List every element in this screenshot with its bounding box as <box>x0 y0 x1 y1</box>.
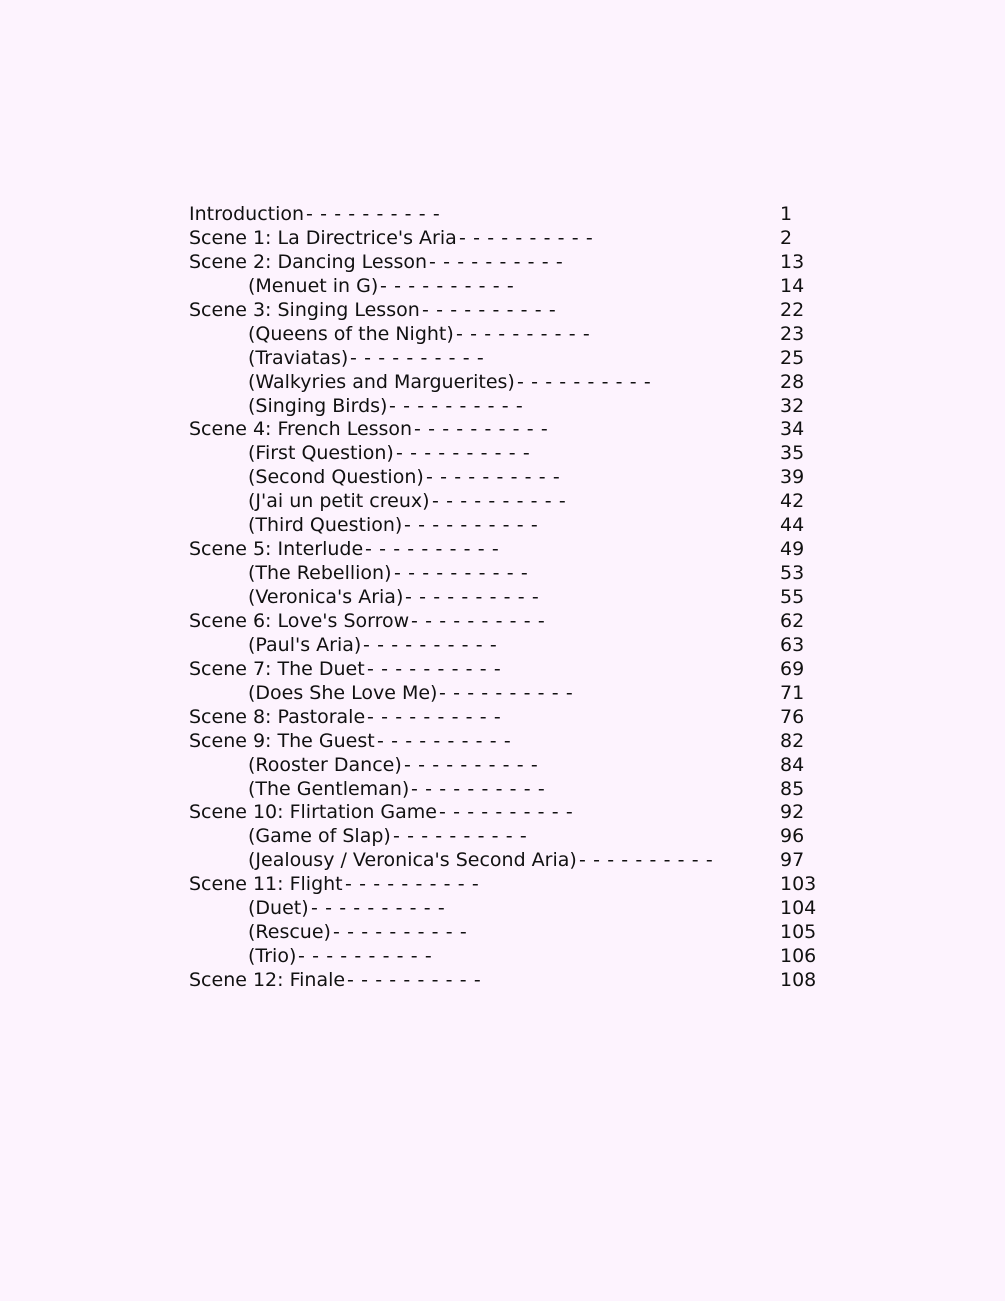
toc-subentry <box>189 562 829 586</box>
toc-subentry <box>189 634 829 658</box>
toc-entry-page-number: 82 <box>780 729 805 752</box>
toc-entry <box>189 801 829 825</box>
toc-subentry <box>189 849 829 873</box>
toc-entry-page-number: 25 <box>780 346 805 369</box>
toc-entry-page-number: 76 <box>780 705 805 728</box>
dot-leader: - - - - - - - - - - <box>365 538 500 561</box>
dot-leader: - - - - - - - - - - <box>367 705 502 728</box>
toc-entry <box>189 610 829 634</box>
toc-entry-title: Scene 9: The Guest <box>189 729 375 752</box>
toc-entry-page-number: 108 <box>780 969 817 991</box>
toc-entry <box>189 418 829 442</box>
dot-leader: - - - - - - - - - - <box>432 490 567 513</box>
toc-entry-page-number: 53 <box>780 562 805 585</box>
toc-entry-page-number: 71 <box>780 681 805 704</box>
toc-entry-title: Scene 7: The Duet <box>189 657 365 680</box>
toc-subentry <box>189 275 829 299</box>
dot-leader: - - - - - - - - - - <box>311 897 446 920</box>
dot-leader: - - - - - - - - - - <box>298 945 433 968</box>
toc-entry-title: (Third Question) <box>248 514 403 537</box>
toc-entry-title: Scene 3: Singing Lesson <box>189 298 420 321</box>
dot-leader: - - - - - - - - - - <box>517 370 652 393</box>
toc-entry-title: (Paul's Aria) <box>248 633 362 656</box>
toc-entry <box>189 969 829 993</box>
toc-subentry <box>189 371 829 395</box>
dot-leader: - - - - - - - - - - <box>411 777 546 800</box>
toc-entry <box>189 203 829 227</box>
toc-entry-page-number: 103 <box>780 873 817 896</box>
toc-entry-page-number: 55 <box>780 586 805 608</box>
toc-subentry <box>189 586 829 610</box>
toc-entry-page-number: 63 <box>780 633 805 656</box>
toc-entry-title: (Rooster Dance) <box>248 753 402 776</box>
toc-entry <box>189 730 829 754</box>
toc-entry-title: (First Question) <box>248 442 394 465</box>
toc-entry-page-number: 96 <box>780 825 805 848</box>
toc-entry-page-number: 104 <box>780 897 817 920</box>
dot-leader: - - - - - - - - - - <box>367 657 502 680</box>
toc-subentry <box>189 825 829 849</box>
toc-subentry <box>189 945 829 969</box>
toc-subentry <box>189 347 829 371</box>
toc-entry-page-number: 2 <box>780 226 793 249</box>
toc-entry-title: Scene 5: Interlude <box>189 538 364 561</box>
dot-leader: - - - - - - - - - - <box>426 466 561 489</box>
toc-entry-title: (The Gentleman) <box>248 777 410 800</box>
toc-entry-page-number: 44 <box>780 514 805 537</box>
toc-entry-page-number: 32 <box>780 394 805 417</box>
toc-entry-page-number: 13 <box>780 250 805 273</box>
dot-leader: - - - - - - - - - - <box>396 442 531 465</box>
dot-leader: - - - - - - - - - - <box>393 825 528 848</box>
toc-entry <box>189 706 829 730</box>
toc-entry-page-number: 97 <box>780 849 805 872</box>
dot-leader: - - - - - - - - - - <box>306 203 441 225</box>
toc-entry-title: (J'ai un petit creux) <box>248 490 430 513</box>
toc-entry-page-number: 23 <box>780 322 805 345</box>
toc-entry-page-number: 14 <box>780 274 805 297</box>
dot-leader: - - - - - - - - - - <box>347 969 482 991</box>
toc-entry-title: Scene 4: French Lesson <box>189 418 413 441</box>
dot-leader: - - - - - - - - - - <box>377 729 512 752</box>
toc-subentry <box>189 897 829 921</box>
toc-entry-page-number: 34 <box>780 418 805 441</box>
dot-leader: - - - - - - - - - - <box>459 226 594 249</box>
toc-entry-title: Scene 1: La Directrice's Aria <box>189 226 457 249</box>
dot-leader: - - - - - - - - - - <box>439 681 574 704</box>
toc-entry-title: Scene 12: Finale <box>189 969 346 991</box>
toc-subentry <box>189 323 829 347</box>
dot-leader: - - - - - - - - - - <box>404 753 539 776</box>
toc-entry-title: (The Rebellion) <box>248 562 392 585</box>
toc-entry-page-number: 39 <box>780 466 805 489</box>
dot-leader: - - - - - - - - - - <box>350 346 485 369</box>
toc-entry-title: Scene 10: Flirtation Game <box>189 801 437 824</box>
dot-leader: - - - - - - - - - - <box>456 322 591 345</box>
toc-entry-title: (Rescue) <box>248 921 331 944</box>
toc-entry <box>189 251 829 275</box>
toc-entry-title: (Traviatas) <box>248 346 349 369</box>
dot-leader: - - - - - - - - - - <box>414 418 549 441</box>
toc-entry-page-number: 85 <box>780 777 805 800</box>
toc-entry-page-number: 84 <box>780 753 805 776</box>
toc-entry-title: (Jealousy / Veronica's Second Aria) <box>248 849 577 872</box>
toc-subentry <box>189 682 829 706</box>
toc-entry-page-number: 105 <box>780 921 817 944</box>
toc-entry <box>189 873 829 897</box>
toc-subentry <box>189 395 829 419</box>
toc-subentry <box>189 490 829 514</box>
toc-subentry <box>189 778 829 802</box>
toc-entry-title: Scene 11: Flight <box>189 873 343 896</box>
toc-entry-title: Scene 8: Pastorale <box>189 705 366 728</box>
toc-entry-title: Introduction <box>189 203 305 225</box>
toc-entry-title: (Menuet in G) <box>248 274 379 297</box>
toc-entry <box>189 538 829 562</box>
dot-leader: - - - - - - - - - - <box>380 274 515 297</box>
toc-entry <box>189 658 829 682</box>
toc-subentry <box>189 921 829 945</box>
toc-entry-title: (Queens of the Night) <box>248 322 454 345</box>
toc-entry <box>189 299 829 323</box>
dot-leader: - - - - - - - - - - <box>579 849 714 872</box>
dot-leader: - - - - - - - - - - <box>405 586 540 608</box>
dot-leader: - - - - - - - - - - <box>439 801 574 824</box>
dot-leader: - - - - - - - - - - <box>429 250 564 273</box>
toc-entry-page-number: 106 <box>780 945 817 968</box>
dot-leader: - - - - - - - - - - <box>333 921 468 944</box>
dot-leader: - - - - - - - - - - <box>422 298 557 321</box>
toc-entry-page-number: 1 <box>780 203 793 225</box>
toc-entry <box>189 227 829 251</box>
dot-leader: - - - - - - - - - - <box>411 609 546 632</box>
dot-leader: - - - - - - - - - - <box>389 394 524 417</box>
toc-subentry <box>189 442 829 466</box>
toc-entry-page-number: 49 <box>780 538 805 561</box>
toc-subentry <box>189 754 829 778</box>
toc-entry-page-number: 35 <box>780 442 805 465</box>
toc-entry-page-number: 62 <box>780 609 805 632</box>
toc-subentry <box>189 466 829 490</box>
dot-leader: - - - - - - - - - - <box>363 633 498 656</box>
toc-entry-title: Scene 6: Love's Sorrow <box>189 609 410 632</box>
dot-leader: - - - - - - - - - - <box>345 873 480 896</box>
toc-entry-page-number: 28 <box>780 370 805 393</box>
toc-entry-title: (Trio) <box>248 945 297 968</box>
toc-entry-title: (Duet) <box>248 897 309 920</box>
toc-entry-page-number: 42 <box>780 490 805 513</box>
dot-leader: - - - - - - - - - - <box>394 562 529 585</box>
toc-entry-page-number: 22 <box>780 298 805 321</box>
toc-entry-title: (Game of Slap) <box>248 825 391 848</box>
toc-entry-title: Scene 2: Dancing Lesson <box>189 250 428 273</box>
toc-entry-title: (Walkyries and Marguerites) <box>248 370 515 393</box>
table-of-contents <box>189 203 829 993</box>
toc-subentry <box>189 514 829 538</box>
toc-entry-page-number: 92 <box>780 801 805 824</box>
toc-entry-title: (Veronica's Aria) <box>248 586 404 608</box>
toc-entry-title: (Second Question) <box>248 466 424 489</box>
toc-entry-title: (Does She Love Me) <box>248 681 438 704</box>
toc-entry-title: (Singing Birds) <box>248 394 388 417</box>
dot-leader: - - - - - - - - - - <box>404 514 539 537</box>
toc-entry-page-number: 69 <box>780 657 805 680</box>
